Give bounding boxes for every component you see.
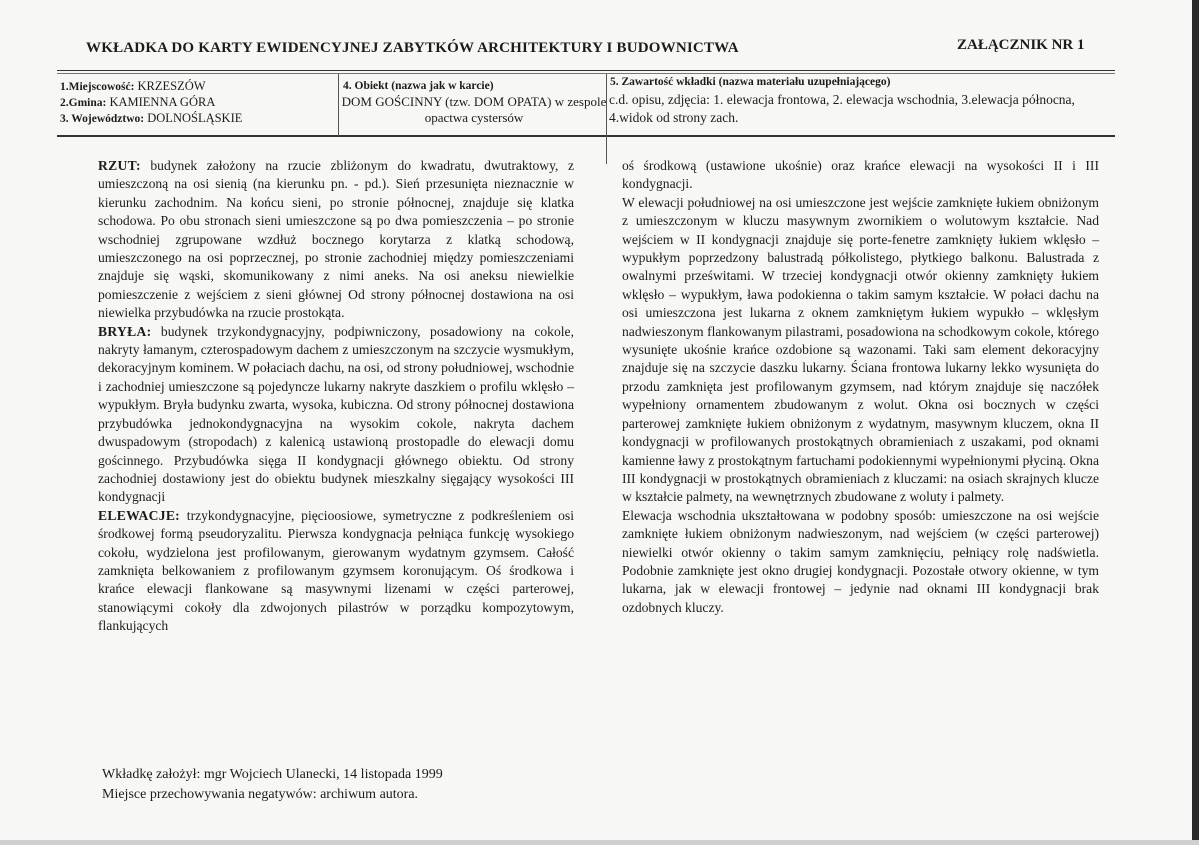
table-mid-line (57, 73, 1115, 74)
commune-value: KAMIENNA GÓRA (109, 95, 216, 109)
table-divider-1 (338, 74, 339, 136)
bryla-heading: BRYŁA: (98, 323, 152, 339)
voivodeship-value: DOLNOŚLĄSKIE (147, 111, 243, 125)
contents-value: c.d. opisu, zdjęcia: 1. elewacja frontowa, 2. elewacja wschodnia, 3.elewacja północna, 4.widok od strony zach. (609, 92, 1075, 125)
attachment-number: ZAŁĄCZNIK NR 1 (957, 37, 1085, 53)
commune-label: 2.Gmina: (60, 97, 107, 109)
description-left-column (98, 157, 574, 636)
table-bottom-line (57, 135, 1115, 137)
voivodeship-row (60, 111, 335, 127)
elewacje-paragraph (98, 507, 574, 636)
bryla-text: budynek trzykondygnacyjny, podpiwniczony, posadowiony na cokole, nakryty łamanym, czterospadowym dachem z umieszczonym na szczycie wysmukłym, dekoracyjnym kominem. W połaciach dachu, na osi, od strony południowej, wschodnie i zachodniej umieszczone są pojedyncze lukarny nakryte daszkiem o profilu wklęsło – wypukłym. Bryła budynku zwarta, wysoka, kubiczna. Od strony północnej dostawiona przybudówka jednokondygnacyjna na wysokim cokole, nakryta dachem dwuspadowym (stropodach) z kalenicą ustawioną prostopadle do elewacji domu gościnnego. Przybudówka sięga II kondygnacji głównego obiektu. Od strony zachodniej dostawiony jest do obiektu budynek mieszkalny sięgający wysokości III kondygnacji (98, 323, 574, 505)
table-top-line (57, 70, 1115, 71)
elewacje-text: trzykondygnacyjne, pięcioosiowe, symetryczne z podkreśleniem osi środkowej formą pseudoryzalitu. Pierwsza kondygnacja pełniąca funkcję wysokiego cokołu, wydzielona jest profilowanym, gierowanym wydatnym gzymsem. Całość zamknięta belkowaniem z profilowanym gzymsem koronującym. Oś środkowa i krańce elewacji flankowane są masywnymi lizenami w części parterowej, stanowiącymi cokoły dla zdwojonych pilastrów w porządku kompozytowym, flankujących (98, 507, 574, 634)
contents-label: 5. Zawartość wkładki (nazwa materiału uzupełniającego) (610, 76, 891, 88)
rzut-paragraph (98, 157, 574, 323)
document-title: WKŁADKA DO KARTY EWIDENCYJNEJ ZABYTKÓW ARCHITEKTURY I BUDOWNICTWA (86, 40, 739, 56)
scan-edge-bottom (0, 840, 1199, 845)
object-label: 4. Obiekt (nazwa jak w karcie) (343, 80, 494, 92)
bryla-paragraph (98, 323, 574, 507)
right-paragraph-2: W elewacji południowej na osi umieszczone jest wejście zamknięte łukiem obniżonym z umieszczonym w kluczu masywnym zwornikiem o wolutowym kształcie. Nad wejściem w II kondygnacji znajduje się porte-fenetre zamknięty łukiem wklęsło – wypukłym poprzedzony balustradą półkolistego, płytkiego balkonu. Balustrada z owalnymi prześwitami. W trzeciej kondygnacji otwór okienny zamknięty łukiem wklęsło – wypukłym, ława podokienna o takim samym kształcie. W połaci dachu na osi umieszczona jest lukarna z oknem zamkniętym łukiem wypukło – wklęsłym nadwieszonym flankowanym pilastrami, posadowiona na schodkowym cokole, którego wysunięte ukośnie krańce ozdobione są wazonami. Taki sam element dekoracyjny znajduje się na szczycie daszku lukarny. Ściana frontowa lukarny lekko wysunięta do przodu zamknięta jest profilowanym gzymsem, nad którym znajduje się naczółek wypełniony ornamentem zbudowanym z wolut. Okna osi bocznych w części parterowej zamknięte łukiem obniżonym z wydatnym, masywnym kluczem, okna II kondygnacji w profilowanych prostokątnych obramieniach z uszakami, pod oknami kamienne ławy z prostokątnym fartuchami podokiennymi wypełnionymi płyciną. Okna III kondygnacji w prostokątnych obramieniach z kluczami: na osiach skrajnych klucze w kształcie palmety, na wewnętrznych zbudowane z woluty i palmety. (622, 194, 1099, 505)
footer (102, 765, 443, 805)
elewacje-heading: ELEWACJE: (98, 507, 181, 523)
voivodeship-label: 3. Województwo: (60, 113, 145, 125)
location-label: 1.Miejscowość: (60, 81, 135, 93)
author-line: Wkładkę założył: mgr Wojciech Ulanecki, 14 listopada 1999 (102, 767, 443, 782)
rzut-text: budynek założony na rzucie zbliżonym do kwadratu, dwutraktowy, z umieszczoną na osi sienią (na kierunku pn. - pd.). Sień przesunięta nieznacznie w kierunku zachodnim. Na końcu sieni, po stronie północnej, znajduje się klatka schodowa. Po obu stronach sieni umieszczone są po dwa pomieszczenia – po stronie wschodniej zgrupowane wzdłuż bocznego korytarza z klatką schodową, umieszczonego na osi poprzecznej, po stronie zachodniej między pomieszczeniami znajduje się wąski, skomunikowany z nimi aneks. Na osi aneksu niewielkie pomieszczenie z wejściem z sieni głównej Od strony północnej dostawiona na osi niewielka przybudówka na rzucie prostokąta. (98, 158, 574, 321)
scan-edge-right (1192, 0, 1199, 845)
rzut-heading: RZUT: (98, 158, 141, 173)
commune-row (60, 95, 335, 111)
location-cell (60, 79, 335, 127)
object-value: DOM GOŚCINNY (tzw. DOM OPATA) w zespole opactwa cystersów (341, 94, 607, 125)
location-value: KRZESZÓW (137, 79, 206, 93)
description-right-column (622, 157, 1099, 617)
right-paragraph-3: Elewacja wschodnia ukształtowana w podobny sposób: umieszczone na osi wejście zamknięte łukiem obniżonym nadwieszonym, nad wejściem (w części parterowej) niewielki otwór okienny o takim samym zamknięciu, pełniący rolę nadświetla. Podobnie zamknięte jest okno drugiej kondygnacji. Pozostałe otwory okienne, w tym lukarna, jak w elewacji frontowej – jedynie nad oknami III kondygnacji brak ozdobnych kluczy. (622, 507, 1099, 615)
negatives-line: Miejsce przechowywania negatywów: archiwum autora. (102, 787, 419, 802)
location-row (60, 79, 335, 95)
right-paragraph-1: oś środkową (ustawione ukośnie) oraz krańce elewacji na wysokości II i III kondygnacji. (622, 158, 1099, 192)
